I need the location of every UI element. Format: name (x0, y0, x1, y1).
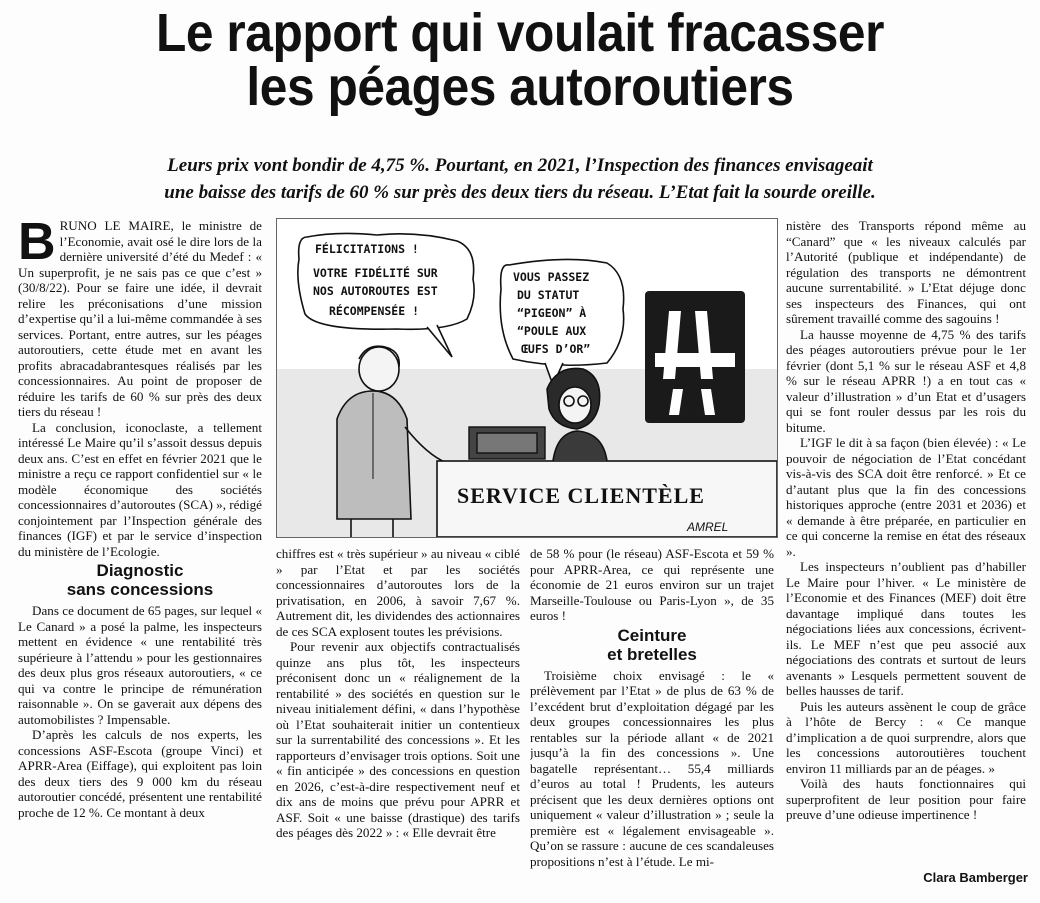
bubble-right-line-4: “POULE AUX (517, 324, 587, 338)
headline-line-1: Le rapport qui voulait fracasser (156, 3, 884, 63)
author-byline: Clara Bamberger (923, 870, 1028, 885)
headline (42, 3, 999, 117)
bubble-right-line-5: ŒUFS D’OR” (521, 342, 591, 356)
bubble-left-line-1: FÉLICITATIONS ! (315, 242, 419, 256)
highway-sign-icon (645, 291, 745, 423)
bubble-right-line-2: DU STATUT (517, 288, 580, 302)
bubble-right-line-3: “PIGEON” À (517, 306, 587, 320)
article-column-2 (276, 546, 520, 883)
section-heading-line-2: et bretelles (607, 644, 697, 664)
bubble-left-line-4: RÉCOMPENSÉE ! (329, 304, 420, 318)
paragraph: L’IGF le dit à sa façon (bien élevée) : « Le pouvoir de négociation de l’Etat concédant vis-à-vis des SCA doit être renforcé. » Et ce d’autant plus que la fin des concessions historiques approche (entre 2031 et 2036) et « demande à être préparée, en particulier en ce qui concerne la remise en état des réseaux ». (786, 435, 1026, 559)
section-heading-line-2: sans concessions (66, 580, 214, 599)
section-heading-line-1: Ceinture (617, 625, 687, 645)
desk-sign: SERVICE CLIENTÈLE (457, 483, 705, 508)
article-column-3 (530, 546, 774, 883)
standfirst-line-1: Leurs prix vont bondir de 4,75 %. Pourtant, en 2021, l’Inspection des finances envisageait (167, 155, 873, 176)
cartoonist-signature: AMREL (687, 520, 729, 534)
paragraph: chiffres est « très supérieur » au niveau « ciblé » par l’Etat et par les sociétés concessionnaires d’autoroutes lors de la privatisation, en 2006, à savoir 7,67 %. Autrement dit, les dividendes des actionnaires de ces SCA explosent toutes les prévisions. (276, 546, 520, 639)
bubble-left-line-3: NOS AUTOROUTES EST (313, 284, 438, 298)
paragraph: La conclusion, iconoclaste, a tellement intéressé Le Maire qu’il s’assoit dessus depuis deux ans. C’est en effet en février 2021 que le ministre a reçu ce rapport confidentiel sur « le modèle économique des sociétés concessionnaires d’autoroutes (SCA) », rédigé conjointement par l’Inspection générale des finances (IGF) et par le service d’inspection du ministère de l’Ecologie. (18, 419, 262, 559)
paragraph: Les inspecteurs n’oublient pas d’habiller Le Maire pour l’hiver. « Le ministère de l’Economie et des Finances (MEF) doit être davantage impliqué dans toutes les négociations liées aux concessions, écrivent-ils. Le MEF n’est que peu associé aux négociations des contrats et surtout de leurs avenants » Lesquels permettent souvent de belles hausses de tarif. (786, 559, 1026, 698)
section-heading (530, 626, 774, 664)
paragraph (18, 218, 262, 420)
paragraph: Dans ce document de 65 pages, sur lequel « Le Canard » a posé la palme, les inspecteurs mettent en évidence « une rentabilité très supérieure à l’attendu » pour les gestionnaires des deux plus gros réseaux autoroutiers, « ce qui va contre le principe de rémunération raisonnable ». On se gaverait aux dépens des automobilistes ? Impensable. (18, 603, 262, 727)
section-heading-line-1: Diagnostic (96, 561, 184, 580)
section-heading (18, 561, 262, 599)
editorial-cartoon (276, 218, 778, 538)
standfirst (10, 152, 1030, 206)
paragraph: Puis les auteurs assènent le coup de grâce à l’hôte de Bercy : « Ce manque d’implication a de quoi surprendre, alors que les concessions autoroutières touchent environ 11 milliards par an de péages. » (786, 698, 1026, 776)
paragraph: Troisième choix envisagé : le « prélèvement par l’Etat » de plus de 63 % de l’excédent brut d’exploitation dégagé par les deux groupes concessionnaires les plus rentables sur la période allant « de 2021 jusqu’à la fin des concessions ». Une bagatelle représentant… 55,4 milliards d’euros au total ! Prudents, les auteurs précisent que les deux dernières options ont uniquement « valeur d’illustration » ; seule la première est « légalement envisageable ». Qu’on se rassure : aucune de ces scandaleuses propositions n’est à l’étude. Le mi- (530, 667, 774, 869)
bubble-right-line-1: VOUS PASSEZ (513, 270, 590, 284)
headline-line-2: les péages autoroutiers (246, 57, 794, 117)
standfirst-line-2: une baisse des tarifs de 60 % sur près des deux tiers du réseau. L’Etat fait la sourde oreille. (164, 182, 876, 203)
paragraph-text: RUNO LE MAIRE, le ministre de l’Economie, avait osé le dire lors de la dernière université d’été du Medef : « Un superprofit, je ne sais pas ce que c’est » (30/8/22). Pour se faire une idée, il devrait relire les préconisations d’une mission d’expertise qu’il a lui-même commandée à ses services. Portant, entre autres, sur les péages autoroutiers, cette étude met en avant les profits abracadabrantesques réalisés par les concessionnaires. Au point de proposer de réduire les tarifs de 60 % sur près des deux tiers du réseau ! (18, 218, 262, 419)
paragraph: Voilà des hauts fonctionnaires qui superprofitent de leur position pour faire preuve d’une odieuse impertinence ! (786, 776, 1026, 822)
article-column-1 (18, 218, 262, 883)
cartoon-drawing (277, 219, 777, 537)
computer-icon (469, 427, 545, 459)
article-column-4 (786, 218, 1026, 863)
drop-cap: B (18, 218, 56, 271)
paragraph: La hausse moyenne de 4,75 % des tarifs des péages autoroutiers prévue pour le 1er février (dont 5,1 % sur le réseau ASF et 4,8 % sur le réseau APRR !) a en tout cas « valeur d’illustration » d’un Etat et d’usagers qui se font rouler dessus par les rois du bitume. (786, 326, 1026, 435)
paragraph: de 58 % pour (le réseau) ASF-Escota et 59 % pour APRR-Area, ce qui représente une économie de 21 euros environ sur un trajet Marseille-Toulouse ou Paris-Lyon », de 35 euros ! (530, 546, 774, 623)
paragraph: D’après les calculs de nos experts, les concessions ASF-Escota (groupe Vinci) et APRR-Area (Eiffage), qui exploitent pas loin des deux tiers des 9 000 km du réseau autoroutier concédé, présentent une rentabilité proche de 12 %. Ce montant à deux (18, 727, 262, 820)
bubble-left-line-2: VOTRE FIDÉLITÉ SUR (313, 266, 438, 280)
paragraph: Pour revenir aux objectifs contractualisés quinze ans plus tôt, les inspecteurs préconisent donc un « réalignement de la rentabilité » des sociétés en question sur le niveau initialement défini, « dans l’hypothèse où l’Etat souhaiterait initier un contentieux sur la surrentabilité des concessions ». Et les rapporteurs d’envisager trois options. Soit une « fin anticipée » des concessions en question en 2026, c’est-à-dire respectivement neuf et dix ans de moins que prévu pour APRR et ASF. Soit « une baisse (drastique) des tarifs des péages dès 2022 » : « Elle devrait être (276, 639, 520, 840)
paragraph: nistère des Transports répond même au “Canard” que « les niveaux calculés par l’Autorité (publique et indépendante) de régulation des transports ne démontrent aucune surrentabilité. » L’Etat déjuge donc ses inspecteurs des Finances, qui ont sûrement travaillé comme des sagouins ! (786, 218, 1026, 326)
